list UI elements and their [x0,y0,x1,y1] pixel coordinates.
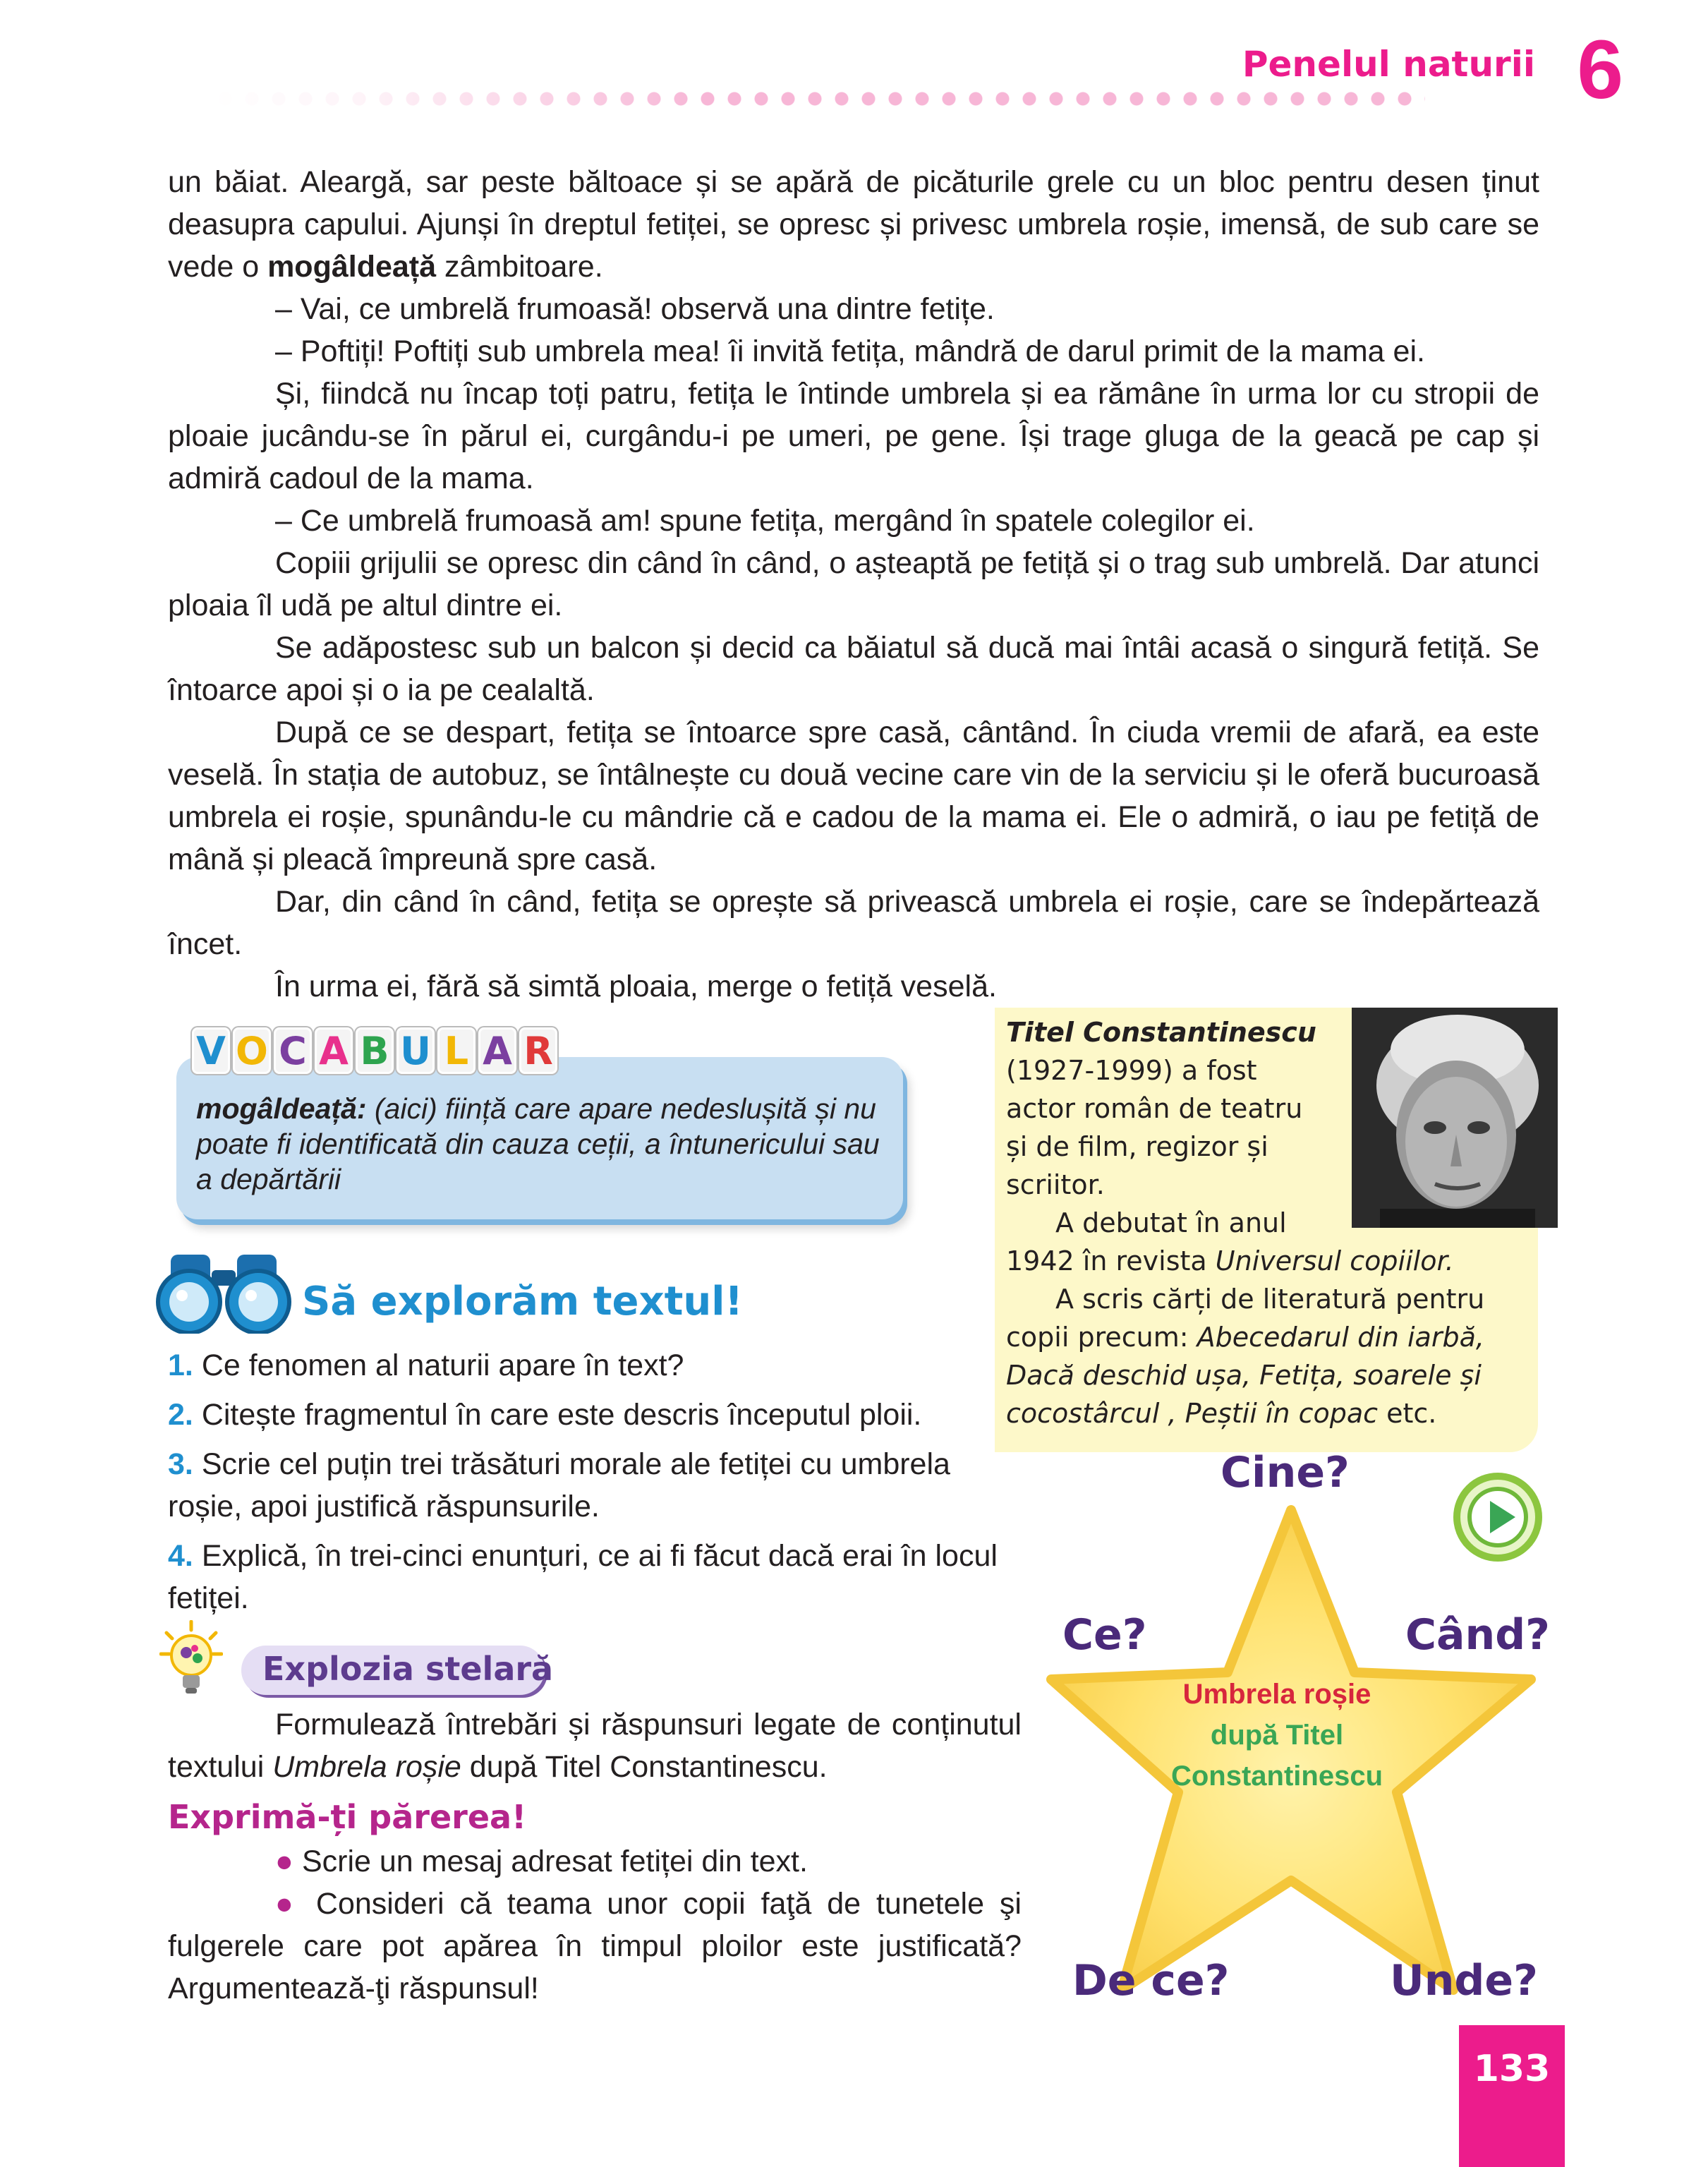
chapter-title: Penelul naturii [1242,44,1535,85]
question-1: 1. Ce fenomen al naturii apare în text? [168,1348,684,1382]
star-question-bottom-left: De ce? [1072,1956,1230,2005]
vocabulary-definition: mogâldeață: (aici) ființă care apare nedeslușită și nu poate fi identificată din cauza ceții, a întunericului sau a depărtării [196,1092,880,1195]
page-number: 133 [1473,2048,1551,2090]
header-dots-fade [212,85,705,113]
author-line: (1927-1999) a fost [1006,1055,1257,1086]
story-paragraph: Și, fiindcă nu încap toți patru, fetița le întinde umbrela și ea rămâne în urma lor cu stropii de ploaie jucându-se în părul ei, curgându-i pe umeri, pe gene. Își trage gluga de la geacă pe cap și admiră cadoul de la mama. [168,377,1539,495]
page-number-tab [1459,2025,1565,2167]
author-line: 1942 în revista Universul copiilor. [1006,1245,1454,1276]
author-line: A scris cărți de literatură pentru [1055,1284,1485,1315]
explosion-title: Explozia stelară [262,1650,554,1688]
author-line: cocostârcul , Peștii în copac etc. [1006,1398,1437,1429]
author-line: copii precum: Abecedarul din iarbă, [1006,1322,1484,1353]
vocab-letter-tile: O [233,1027,271,1074]
vocab-letter-tile: U [396,1027,435,1074]
star-center-sub: după Titel [1210,1720,1344,1751]
question-4: 4. Explică, în trei-cinci enunțuri, ce ai fi făcut dacă erai în locul fetiței. [168,1539,998,1615]
story-paragraph: După ce se despart, fetița se întoarce spre casă, cântând. În ciuda vremii de afară, ea este veselă. În stația de autobuz, se întâlnește cu două vecine care vin de la serviciu și le oferă bucuroasă umbrela ei roșie, spunându-le cu mândrie că e cadou de la mama ei. Ele o admiră, o iau pe fetiță de mână și pleacă împreună spre casă. [168,716,1539,876]
vocab-letter-tile: A [478,1027,516,1074]
star-center-title: Umbrela roșie [1182,1679,1371,1710]
story-text [168,161,1539,1008]
opinion-bullet: ● Scrie un mesaj adresat fetiței din text. [275,1845,808,1878]
lightbulb-icon [159,1620,223,1698]
star-center-sub: Constantinescu [1170,1761,1383,1792]
author-line: și de film, regizor și [1006,1131,1268,1162]
story-paragraph: Se adăpostesc sub un balcon și decid ca băiatul să ducă mai întâi acasă o singură fetiță. Se întoarce apoi și o ia pe cealaltă. [168,631,1539,707]
vocab-letter-tile: B [356,1027,394,1074]
vocab-letter-tile: L [437,1027,476,1074]
story-paragraph: – Ce umbrelă frumoasă am! spune fetița, mergând în spatele colegilor ei. [275,504,1255,538]
author-line: Dacă deschid ușa, Fetița, soarele și [1006,1360,1482,1391]
vocab-term: mogâldeață: [196,1092,367,1125]
story-paragraph: Dar, din când în când, fetița se oprește să privească umbrela ei roșie, care se îndepărtează încet. [168,885,1539,961]
bold-word: mogâldeață [267,250,437,284]
play-icon[interactable] [1452,1471,1544,1563]
star-question-top: Cine? [1221,1448,1350,1497]
explosion-instructions: Formulează întrebări și răspunsuri legate de conținutul textului Umbrela roșie după Titel Constantinescu. [168,1708,1022,1784]
vocab-letter-tile: A [315,1027,353,1074]
author-name: Titel Constantinescu [1006,1017,1316,1048]
binoculars-icon [150,1249,298,1334]
explore-title: Să explorăm textul! [302,1279,743,1324]
question-2: 2. Citește fragmentul în care este descris începutul ploii. [168,1398,922,1432]
chapter-number: 6 [1577,23,1623,116]
question-3: 3. Scrie cel puțin trei trăsături morale ale fetiței cu umbrela roșie, apoi justifică răspunsurile. [168,1447,950,1523]
story-paragraph: În urma ei, fără să simtă ploaia, merge o fetiță veselă. [275,970,997,1003]
opinion-bullet: ● Consideri că teama unor copii faţă de tunetele şi fulgerele care pot apărea în timpul ploilor este justificată? Argumentează-ţi răspunsul! [168,1887,1022,2005]
story-paragraph: – Poftiți! Poftiți sub umbrela mea! îi invită fetița, mândră de darul primit de la mama ei. [275,334,1425,368]
author-line: actor român de teatru [1006,1093,1303,1124]
opinion-title: Exprimă-ți părerea! [168,1798,527,1836]
vocab-letter-tile: R [519,1027,557,1074]
author-bio [1006,1013,1542,1432]
story-paragraph: Copiii grijulii se opresc din când în când, o așteaptă pe fetiță și o trag sub umbrelă. Dar atunci ploaia îl udă pe altul dintre ei. [168,546,1539,622]
vocab-letter-tile: V [192,1027,230,1074]
story-paragraph: – Vai, ce umbrelă frumoasă! observă una dintre fetițe. [275,292,995,326]
story-paragraph: un băiat. Aleargă, sar peste băltoace și se apără de picăturile grele cu un bloc pentru desen ținut deasupra capului. Ajunși în dreptul fetiței, se opresc și privesc umbrela roșie, imensă, de sub care se vede o mogâldeață zâmbitoare. [168,165,1539,284]
star-center-text [1101,1674,1453,1797]
star-question-left: Ce? [1062,1610,1147,1660]
author-line: A debutat în anul [1055,1207,1287,1238]
star-question-right: Când? [1405,1610,1550,1660]
author-line: scriitor. [1006,1169,1105,1200]
vocabulary-title [192,1027,557,1074]
opinion-bullets [168,1840,1022,2010]
star-question-bottom-right: Unde? [1390,1956,1538,2005]
vocab-letter-tile: C [274,1027,312,1074]
